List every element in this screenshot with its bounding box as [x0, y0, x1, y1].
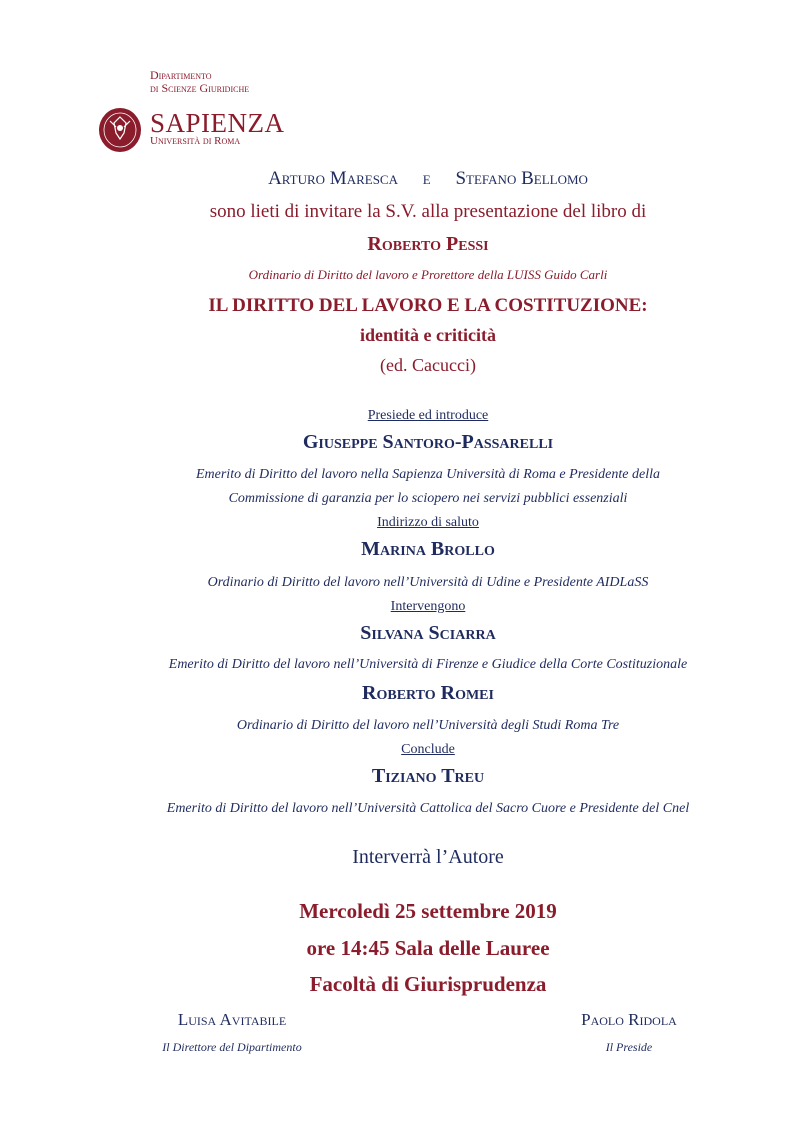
- signature-title: Il Preside: [605, 1040, 653, 1054]
- author-role: Ordinario di Diritto del lavoro e Prorettore della LUISS Guido Carli: [248, 267, 608, 282]
- speaker-role: Ordinario di Diritto del lavoro nell’Università degli Studi Roma Tre: [236, 718, 620, 733]
- book-title: IL DIRITTO DEL LAVORO E LA COSTITUZIONE:: [208, 295, 648, 316]
- signature-title: Il Direttore del Dipartimento: [162, 1040, 302, 1054]
- speaker-name: Roberto Romei: [362, 682, 494, 704]
- speaker-name: Giuseppe Santoro-Passarelli: [302, 431, 554, 453]
- speaker-name: Tiziano Treu: [371, 765, 485, 787]
- speaker-role: Emerito di Diritto del lavoro nell’Università Cattolica del Sacro Cuore e Presidente del Cnel: [166, 801, 690, 816]
- sapienza-seal-logo: [98, 107, 142, 153]
- department-name: [150, 69, 249, 95]
- hosts-line: [48, 168, 800, 190]
- event-faculty: Facoltà di Giurisprudenza: [309, 972, 547, 996]
- signature-name: Luisa Avitabile: [177, 1010, 287, 1029]
- invite-text: sono lieti di invitare la S.V. alla presentazione del libro di: [209, 201, 647, 222]
- speaker-role: Emerito di Diritto del lavoro nell’Università di Firenze e Giudice della Corte Costituzionale: [168, 657, 688, 672]
- sapienza-wordmark: SAPIENZA: [150, 108, 285, 138]
- role-label-conclusion: Conclude: [401, 742, 455, 757]
- speaker-role: Emerito di Diritto del lavoro nella Sapienza Università di Roma e Presidente della: [195, 467, 660, 482]
- author-name: Roberto Pessi: [367, 233, 489, 255]
- book-publisher: (ed. Cacucci): [380, 355, 476, 375]
- speaker-role: Commissione di garanzia per lo sciopero nei servizi pubblici essenziali: [228, 491, 628, 506]
- university-name: [150, 110, 285, 147]
- book-subtitle: identità e criticità: [360, 325, 496, 345]
- event-date: Mercoledì 25 settembre 2019: [299, 899, 557, 923]
- speaker-name: Marina Brollo: [361, 538, 495, 560]
- role-label-chair: Presiede ed introduce: [367, 408, 489, 423]
- signature-name: Paolo Ridola: [581, 1010, 677, 1029]
- university-subtitle: Università di Roma: [150, 135, 241, 147]
- event-time-place: ore 14:45 Sala delle Lauree: [306, 936, 550, 960]
- dept-line-1: Dipartimento: [150, 68, 212, 82]
- author-note: Interverrà l’Autore: [352, 846, 504, 868]
- host-1: Arturo Maresca: [268, 168, 398, 189]
- speaker-role: Ordinario di Diritto del lavoro nell’Università di Udine e Presidente AIDLaSS: [207, 575, 649, 590]
- role-label-greeting: Indirizzo di saluto: [377, 515, 479, 530]
- role-label-speakers: Intervengono: [390, 599, 466, 614]
- hosts-and: e: [422, 168, 431, 189]
- dept-line-2: di Scienze Giuridiche: [150, 81, 250, 95]
- host-2: Stefano Bellomo: [455, 168, 588, 189]
- speaker-name: Silvana Sciarra: [360, 622, 496, 644]
